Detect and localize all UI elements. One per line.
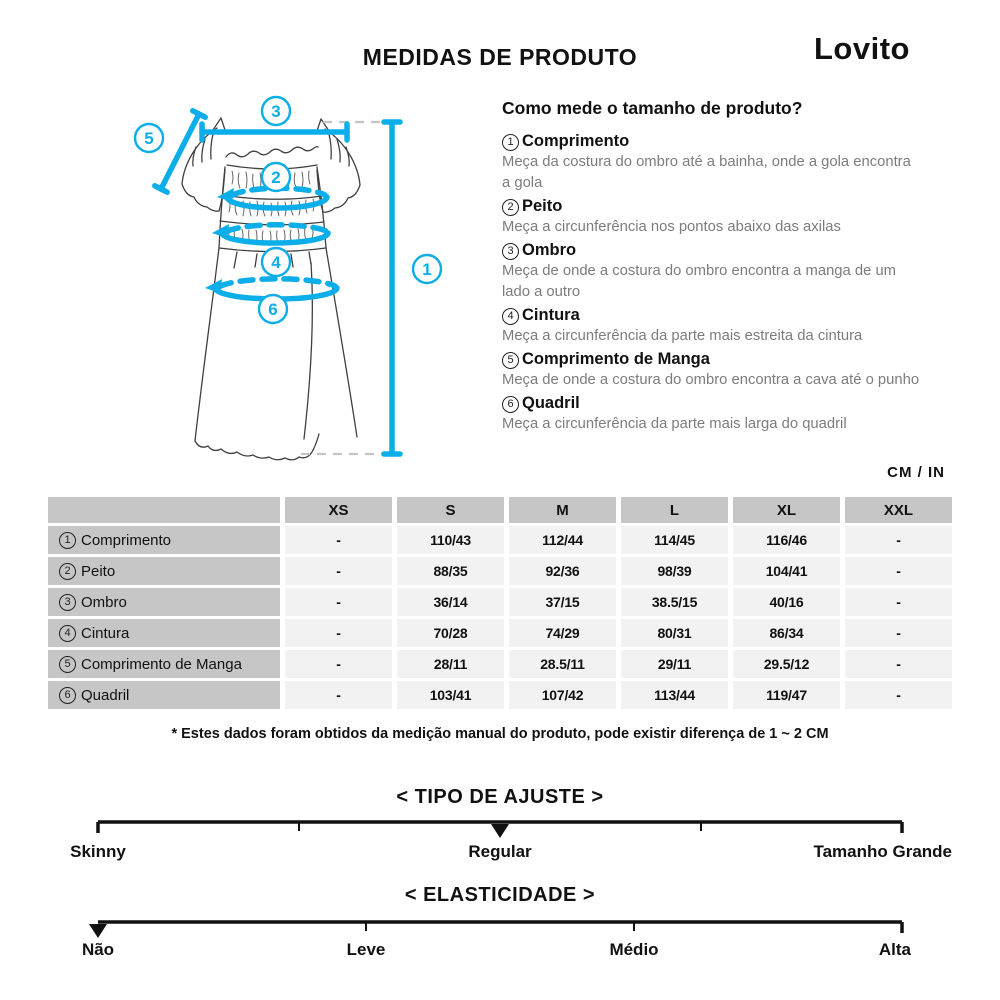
circled-number: 5 (59, 656, 76, 673)
guide-item-title: Peito (522, 197, 563, 215)
row-label-comprimento: 1 Comprimento (48, 526, 280, 554)
table-cell: - (285, 526, 392, 554)
table-cell: - (285, 588, 392, 616)
svg-text:1: 1 (422, 260, 432, 279)
circled-number: 6 (59, 687, 76, 704)
table-cell: 112/44 (509, 526, 616, 554)
table-cell: 86/34 (733, 619, 840, 647)
measure-guide (502, 98, 922, 435)
guide-item (502, 239, 922, 303)
table-cell: 29.5/12 (733, 650, 840, 678)
table-cell: - (285, 650, 392, 678)
circled-number: 2 (502, 199, 519, 216)
guide-dashes (301, 122, 388, 454)
guide-item-desc: Meça a circunferência da parte mais larga do quadril (502, 416, 847, 432)
marker-badge-6 (259, 295, 287, 323)
circled-number: 3 (502, 243, 519, 260)
table-cell: - (845, 650, 952, 678)
guide-item (502, 348, 922, 391)
table-cell: - (845, 557, 952, 585)
column-header-xs: XS (285, 497, 392, 523)
row-label-peito: 2 Peito (48, 557, 280, 585)
fit-label-skinny: Skinny (70, 842, 126, 861)
measure-line-length (384, 122, 400, 454)
circled-number: 4 (59, 625, 76, 642)
table-cell: - (285, 619, 392, 647)
column-header-l: L (621, 497, 728, 523)
fit-scale-track (0, 808, 1000, 844)
table-cell: 36/14 (397, 588, 504, 616)
elasticity-scale-track (0, 906, 1000, 942)
marker-badge-5 (135, 124, 163, 152)
guide-item-label (502, 130, 922, 152)
table-footnote: * Estes dados foram obtidos da medição manual do produto, pode existir diferença de 1 ~ 2 CM (171, 726, 829, 742)
fit-label-regular: Regular (468, 842, 532, 861)
table-cell: 37/15 (509, 588, 616, 616)
table-cell: 88/35 (397, 557, 504, 585)
elasticity-scale-marker (89, 924, 107, 938)
fit-scale-heading: < TIPO DE AJUSTE > (396, 786, 604, 808)
table-cell: 40/16 (733, 588, 840, 616)
marker-badge-4 (262, 248, 290, 276)
column-header-m: M (509, 497, 616, 523)
row-label-comprimento-de-manga: 5 Comprimento de Manga (48, 650, 280, 678)
page-title: MEDIDAS DE PRODUTO (362, 44, 638, 70)
column-header-xl: XL (733, 497, 840, 523)
circled-number: 1 (59, 532, 76, 549)
guide-item (502, 392, 922, 435)
guide-item (502, 304, 922, 347)
guide-item-title: Ombro (522, 241, 577, 259)
table-cell: 104/41 (733, 557, 840, 585)
svg-text:4: 4 (271, 253, 281, 272)
elasticity-label-alta: Alta (878, 940, 911, 959)
row-label-ombro: 3 Ombro (48, 588, 280, 616)
guide-item-desc: Meça a circunferência nos pontos abaixo das axilas (502, 219, 841, 235)
guide-item-label (502, 392, 922, 414)
guide-item-desc: Meça de onde a costura do ombro encontra a cava até o punho (502, 372, 920, 388)
circled-number: 5 (502, 352, 519, 369)
elasticity-label-medio: Médio (609, 940, 659, 959)
guide-item (502, 195, 922, 238)
marker-badge-1 (413, 255, 441, 283)
table-cell: 28/11 (397, 650, 504, 678)
guide-item-desc: Meça da costura do ombro até a bainha, onde a gola encontra a gola (502, 154, 911, 191)
table-corner-cell (48, 497, 280, 523)
elasticity-scale-heading: < ELASTICIDADE > (404, 884, 596, 906)
guide-item-desc: Meça a circunferência da parte mais estreita da cintura (502, 328, 863, 344)
circled-number: 1 (502, 134, 519, 151)
marker-badge-2 (262, 163, 290, 191)
table-cell: 80/31 (621, 619, 728, 647)
table-cell: - (845, 526, 952, 554)
measure-line-sleeve (155, 111, 205, 192)
row-label-quadril: 6 Quadril (48, 681, 280, 709)
fit-scale-labels (0, 842, 1000, 864)
column-header-xxl: XXL (845, 497, 952, 523)
table-cell: 114/45 (621, 526, 728, 554)
elasticity-label-nao: Não (81, 940, 115, 959)
table-cell: 119/47 (733, 681, 840, 709)
guide-item (502, 130, 922, 194)
table-cell: - (845, 619, 952, 647)
table-cell: 38.5/15 (621, 588, 728, 616)
table-cell: 92/36 (509, 557, 616, 585)
table-cell: - (285, 557, 392, 585)
circled-number: 4 (502, 308, 519, 325)
table-cell: - (285, 681, 392, 709)
table-cell: - (845, 681, 952, 709)
circled-number: 3 (59, 594, 76, 611)
measure-ellipse-waist (222, 225, 328, 243)
svg-text:2: 2 (271, 168, 281, 187)
marker-badge-3 (262, 97, 290, 125)
table-cell: 103/41 (397, 681, 504, 709)
table-cell: 110/43 (397, 526, 504, 554)
table-cell: 116/46 (733, 526, 840, 554)
fit-scale-marker (491, 824, 509, 838)
table-cell: 29/11 (621, 650, 728, 678)
guide-item-title: Quadril (522, 394, 580, 412)
column-header-s: S (397, 497, 504, 523)
table-cell: 28.5/11 (509, 650, 616, 678)
table-cell: 107/42 (509, 681, 616, 709)
fit-label-tamanho-grande: Tamanho Grande (813, 842, 952, 861)
guide-item-label (502, 304, 922, 326)
guide-item-label (502, 348, 922, 370)
circled-number: 2 (59, 563, 76, 580)
guide-item-label (502, 195, 922, 217)
dress-measurement-diagram (95, 85, 515, 495)
table-cell: 98/39 (621, 557, 728, 585)
row-label-cintura: 4 Cintura (48, 619, 280, 647)
guide-item-label (502, 239, 922, 261)
svg-text:5: 5 (144, 129, 154, 148)
svg-text:3: 3 (271, 102, 281, 121)
table-cell: 74/29 (509, 619, 616, 647)
table-cell: 113/44 (621, 681, 728, 709)
guide-item-title: Comprimento de Manga (522, 350, 710, 368)
guide-item-desc: Meça de onde a costura do ombro encontra a manga de um lado a outro (502, 263, 897, 300)
guide-item-title: Cintura (522, 306, 580, 324)
circled-number: 6 (502, 396, 519, 413)
guide-heading: Como mede o tamanho de produto? (502, 98, 803, 118)
guide-item-title: Comprimento (522, 132, 630, 150)
elasticity-label-leve: Leve (346, 940, 386, 959)
table-cell: 70/28 (397, 619, 504, 647)
brand-logo: Lovito (814, 31, 910, 66)
table-cell: - (845, 588, 952, 616)
elasticity-scale-labels (0, 940, 1000, 962)
unit-label: CM / IN (887, 464, 945, 481)
svg-text:6: 6 (268, 300, 278, 319)
size-table (48, 497, 952, 709)
